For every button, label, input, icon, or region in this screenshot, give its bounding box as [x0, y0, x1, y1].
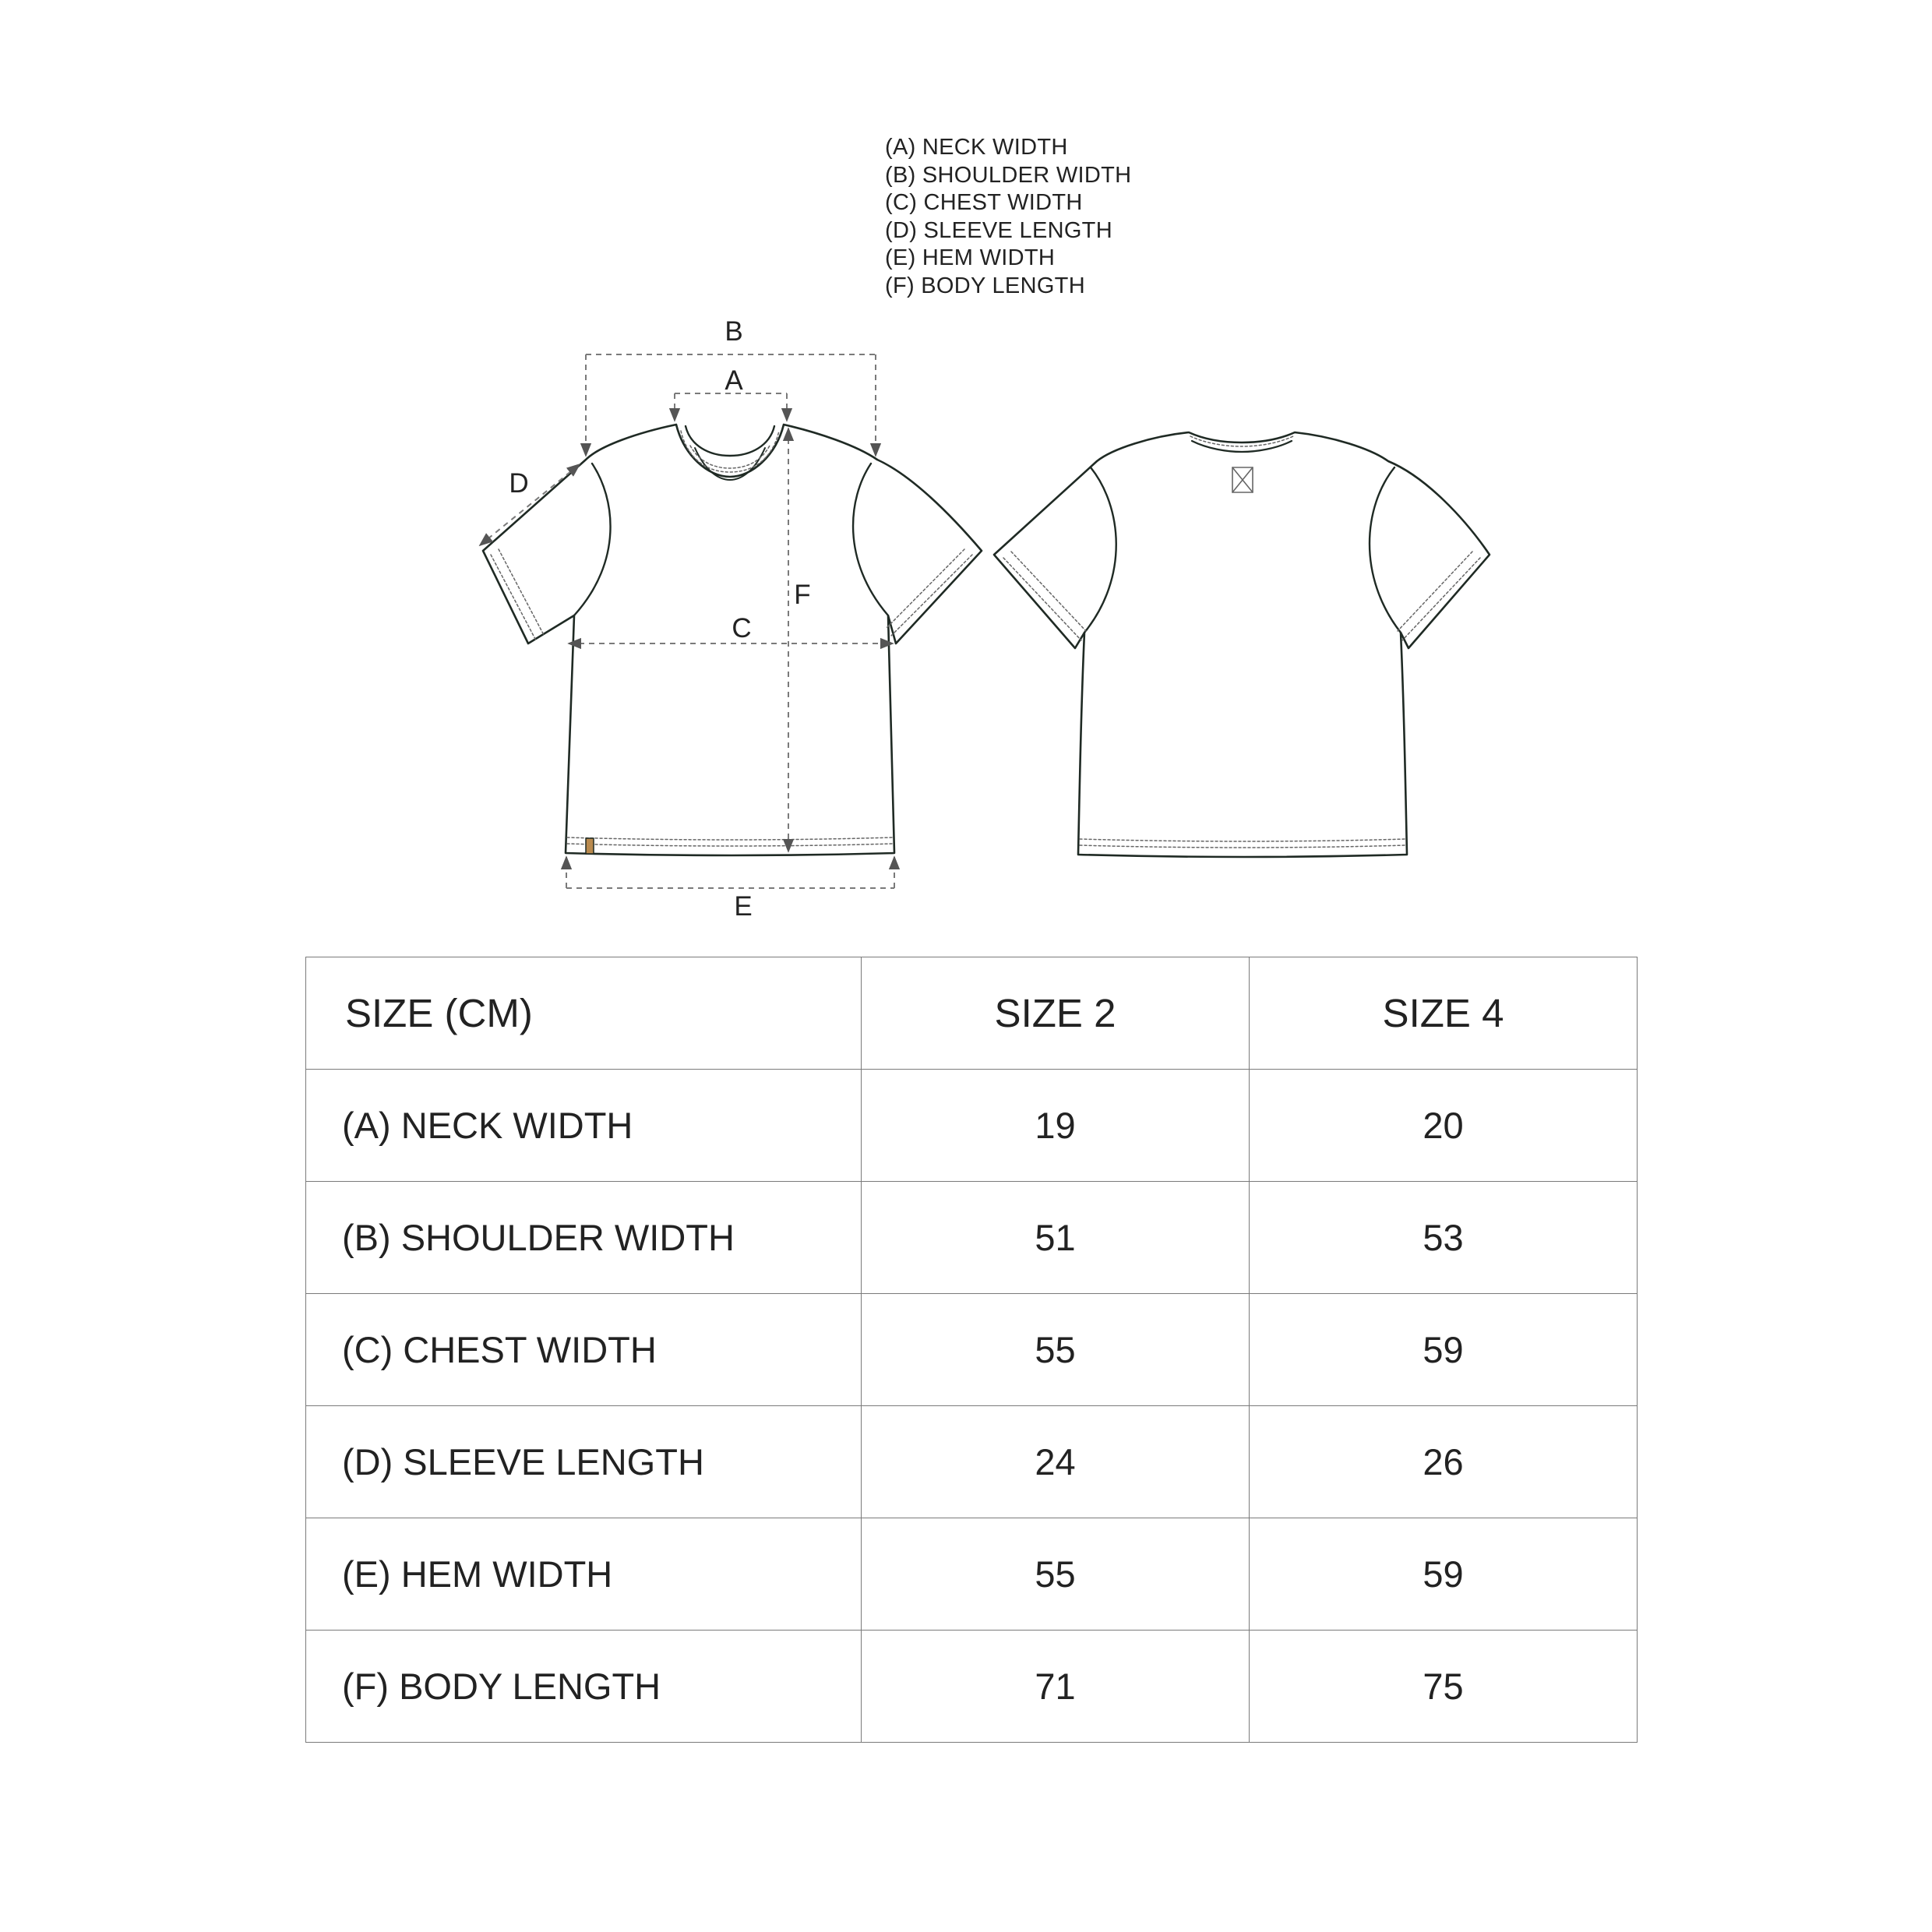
hem-tag	[586, 838, 594, 854]
row-label: (C) CHEST WIDTH	[306, 1294, 862, 1406]
back-outline	[994, 432, 1490, 857]
table-row	[306, 1294, 1638, 1406]
table-header-row	[306, 957, 1638, 1070]
size-2-value: 51	[862, 1182, 1250, 1294]
label-d: D	[509, 468, 529, 499]
size-4-value: 53	[1250, 1182, 1638, 1294]
tshirt-back	[994, 432, 1490, 857]
table-row	[306, 1182, 1638, 1294]
table-row	[306, 1406, 1638, 1518]
size-chart-table	[305, 957, 1638, 1743]
row-label: (A) NECK WIDTH	[306, 1070, 862, 1182]
legend-item-sleeve-length: (D) SLEEVE LENGTH	[885, 217, 1112, 243]
size-2-value: 55	[862, 1518, 1250, 1631]
label-e: E	[734, 891, 753, 922]
size-4-value: 75	[1250, 1631, 1638, 1743]
size-2-value: 24	[862, 1406, 1250, 1518]
size-4-value: 26	[1250, 1406, 1638, 1518]
table-row	[306, 1631, 1638, 1743]
front-neck-rib	[686, 426, 774, 456]
row-label: (B) SHOULDER WIDTH	[306, 1182, 862, 1294]
tshirt-diagram	[0, 0, 1932, 958]
legend-item-neck-width: (A) NECK WIDTH	[885, 135, 1068, 160]
size-2-value: 71	[862, 1631, 1250, 1743]
size-2-value: 19	[862, 1070, 1250, 1182]
header-size-2: SIZE 2	[862, 957, 1250, 1070]
table-row	[306, 1518, 1638, 1631]
legend-item-shoulder-width: (B) SHOULDER WIDTH	[885, 162, 1132, 188]
label-a: A	[724, 365, 743, 396]
legend-item-chest-width: (C) CHEST WIDTH	[885, 190, 1083, 215]
size-4-value: 20	[1250, 1070, 1638, 1182]
legend-item-body-length: (F) BODY LENGTH	[885, 273, 1085, 298]
size-2-value: 55	[862, 1294, 1250, 1406]
row-label: (F) BODY LENGTH	[306, 1631, 862, 1743]
label-f: F	[794, 580, 811, 610]
row-label: (D) SLEEVE LENGTH	[306, 1406, 862, 1518]
header-size-cm: SIZE (CM)	[306, 957, 862, 1070]
label-b: B	[724, 316, 743, 347]
size-4-value: 59	[1250, 1518, 1638, 1631]
label-c: C	[732, 613, 752, 643]
row-label: (E) HEM WIDTH	[306, 1518, 862, 1631]
header-size-4: SIZE 4	[1250, 957, 1638, 1070]
table-row	[306, 1070, 1638, 1182]
back-label-icon	[1232, 467, 1253, 492]
legend-item-hem-width: (E) HEM WIDTH	[885, 245, 1056, 270]
size-4-value: 59	[1250, 1294, 1638, 1406]
